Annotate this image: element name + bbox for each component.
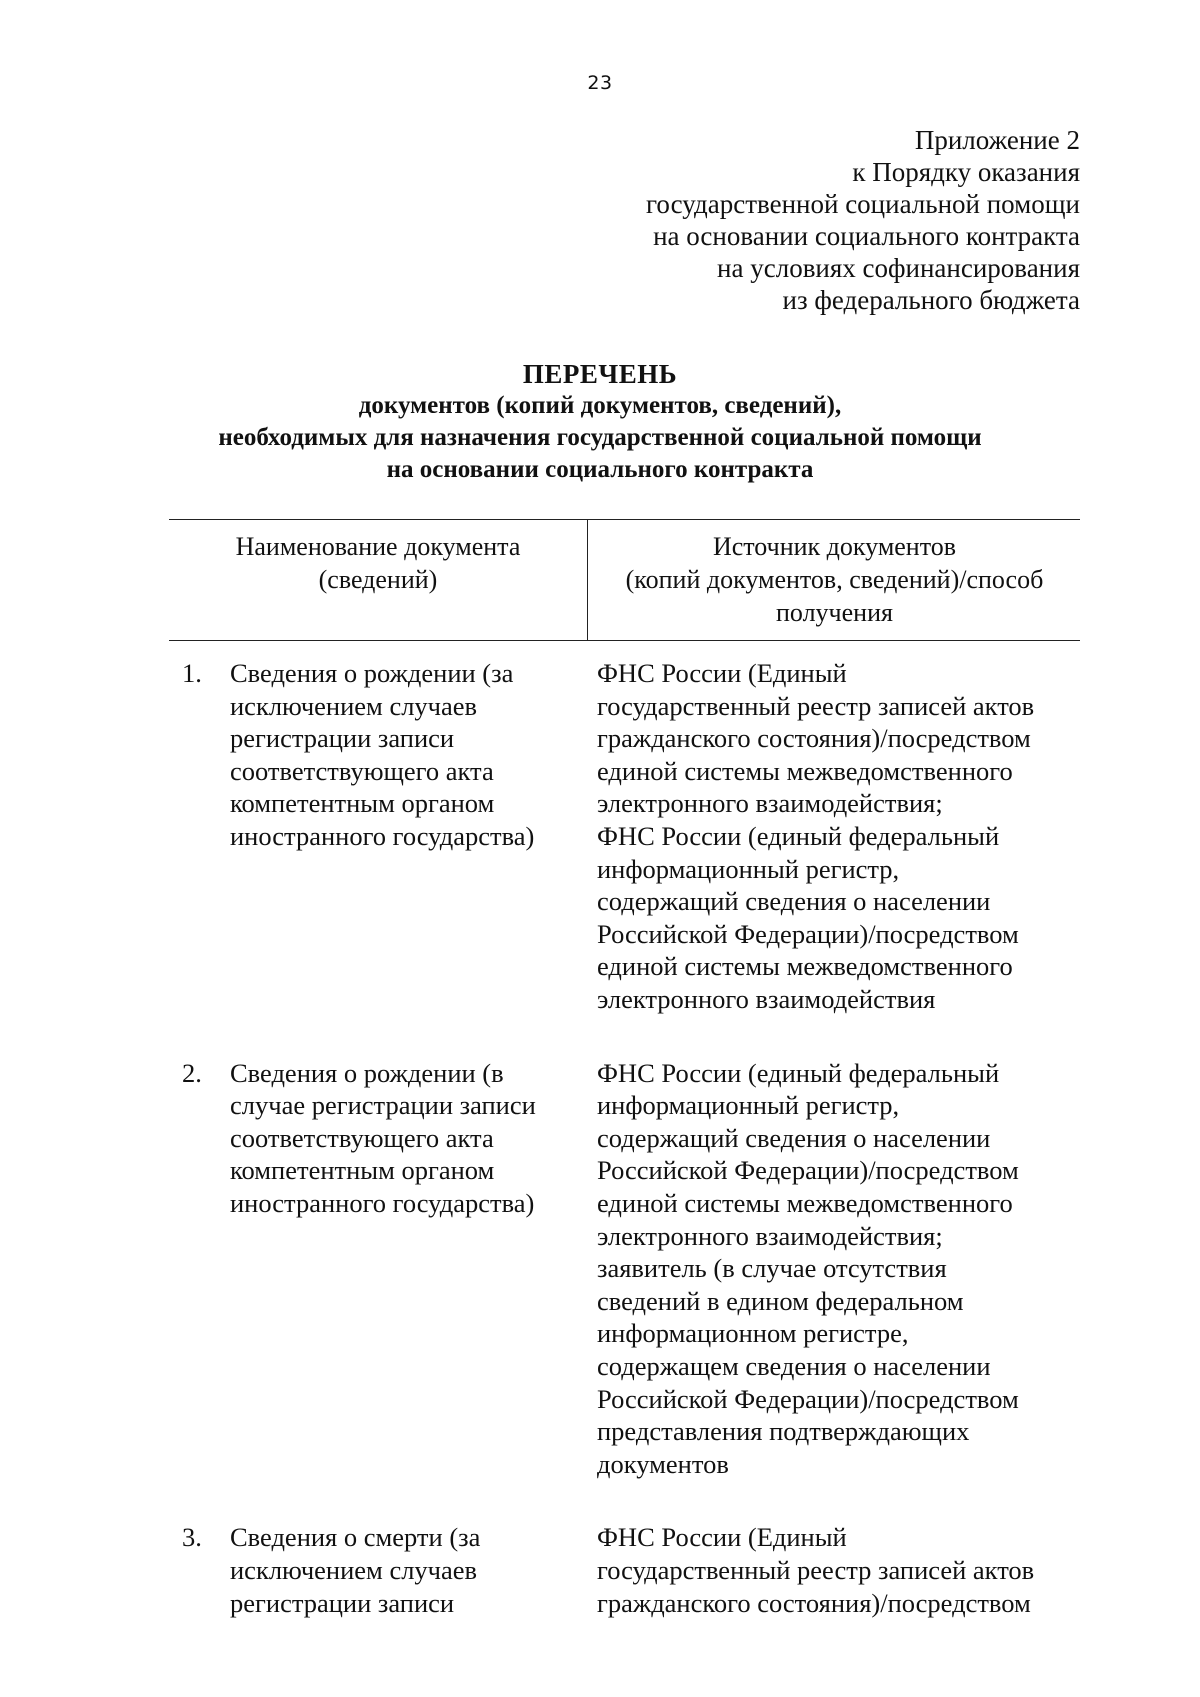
row-source-line: информационный регистр, (597, 853, 900, 884)
appendix-block (646, 124, 1080, 316)
row-name-line: исключением случаев (230, 690, 478, 721)
row-source-line: Российской Федерации)/посредством (597, 1383, 1019, 1414)
row-source-line: электронного взаимодействия; (597, 788, 943, 819)
appendix-line: на основании социального контракта (653, 221, 1080, 251)
row-source-line: содержащем сведения о населении (597, 1350, 991, 1381)
row-name-line: Сведения о рождении (в (230, 1057, 504, 1088)
title-main: ПЕРЕЧЕНЬ (522, 359, 678, 389)
header-name-column (169, 530, 587, 596)
row-source-line: заявитель (в случае отсутствия (597, 1253, 947, 1284)
header-source-column (589, 530, 1080, 629)
row-name-line: Сведения о рождении (за (230, 658, 514, 688)
row-number: 2. (182, 1057, 202, 1088)
header-text: (копий документов, сведений)/способ (625, 565, 1044, 594)
documents-table (169, 519, 1080, 1619)
row-source-line: государственный реестр записей актов (597, 690, 1035, 721)
row-source-line: сведений в едином федеральном (597, 1285, 964, 1316)
row-source-line: информационный регистр, (597, 1090, 900, 1121)
row-document-source (597, 657, 1034, 1016)
document-title (0, 358, 1200, 486)
row-document-source (597, 1521, 1034, 1619)
row-name-line: исключением случаев (230, 1554, 478, 1585)
row-document-source (597, 1057, 1019, 1481)
row-source-line: единой системы межведомственного (597, 951, 1013, 982)
title-line: на основании социального контракта (386, 456, 814, 483)
row-source-line: информационном регистре, (597, 1318, 909, 1349)
row-name-line: компетентным органом (230, 788, 495, 819)
table-row (169, 1521, 1080, 1619)
row-source-line: Российской Федерации)/посредством (597, 918, 1019, 949)
row-source-line: государственный реестр записей актов (597, 1554, 1035, 1585)
appendix-line: к Порядку оказания (852, 157, 1080, 187)
row-source-line: единой системы межведомственного (597, 1187, 1013, 1218)
row-source-line: ФНС России (единый федеральный (597, 1057, 1000, 1088)
appendix-line: государственной социальной помощи (646, 189, 1080, 219)
row-source-line: электронного взаимодействия; (597, 1220, 943, 1251)
header-text: Наименование документа (235, 532, 521, 561)
row-source-line: содержащий сведения о населении (597, 1122, 991, 1153)
appendix-line: на условиях софинансирования (717, 253, 1080, 283)
row-document-name (230, 1057, 536, 1220)
row-document-name (230, 1521, 480, 1619)
row-name-line: регистрации записи (230, 723, 455, 754)
page-number: 23 (587, 72, 613, 94)
table-row (169, 657, 1080, 1016)
header-text: (сведений) (318, 565, 438, 594)
row-source-line: ФНС России (Единый (597, 1522, 847, 1553)
row-name-line: регистрации записи (230, 1587, 455, 1618)
appendix-line: из федерального бюджета (782, 285, 1080, 315)
row-name-line: компетентным органом (230, 1155, 495, 1186)
row-number: 3. (182, 1522, 202, 1553)
row-number: 1. (182, 658, 202, 688)
row-source-line: документов (597, 1448, 729, 1479)
row-name-line: Сведения о смерти (за (230, 1522, 481, 1553)
row-name-line: случае регистрации записи (230, 1090, 536, 1121)
row-name-line: иностранного государства) (230, 820, 535, 851)
row-source-line: электронного взаимодействия (597, 983, 936, 1014)
header-text: получения (776, 598, 893, 627)
row-source-line: ФНС России (единый федеральный (597, 820, 1000, 851)
row-source-line: гражданского состояния)/посредством (597, 723, 1031, 754)
table-header (169, 519, 1080, 641)
row-source-line: ФНС России (Единый (597, 658, 847, 688)
header-text: Источник документов (712, 532, 957, 561)
row-source-line: гражданского состояния)/посредством (597, 1587, 1031, 1618)
title-line: документов (копий документов, сведений), (358, 392, 842, 419)
header-divider (587, 520, 588, 640)
table-row (169, 1057, 1080, 1481)
row-source-line: Российской Федерации)/посредством (597, 1155, 1019, 1186)
row-document-name (230, 657, 534, 853)
row-source-line: содержащий сведения о населении (597, 886, 991, 917)
table-body (169, 657, 1080, 1619)
title-line: необходимых для назначения государственной социальной помощи (218, 424, 982, 451)
row-name-line: иностранного государства) (230, 1187, 535, 1218)
row-name-line: соответствующего акта (230, 755, 494, 786)
row-source-line: единой системы межведомственного (597, 755, 1013, 786)
row-name-line: соответствующего акта (230, 1122, 494, 1153)
appendix-line: Приложение 2 (914, 125, 1080, 155)
row-source-line: представления подтверждающих (597, 1416, 970, 1447)
